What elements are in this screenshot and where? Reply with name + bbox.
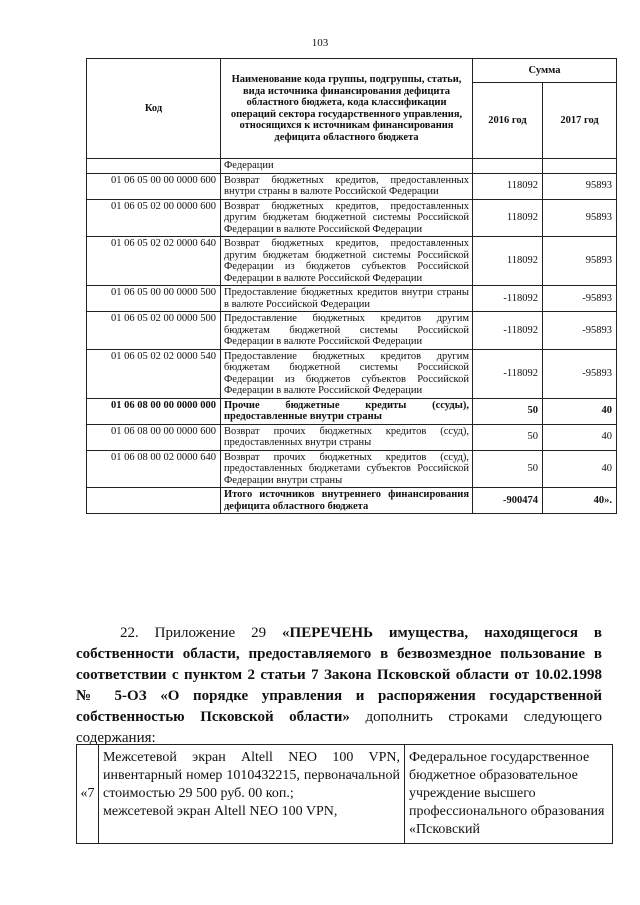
table-row bbox=[87, 398, 617, 424]
row-name: Возврат бюджетных кредитов, предоставленных внутри страны в валюте Российской Федерации bbox=[221, 173, 473, 199]
property-table bbox=[76, 744, 613, 844]
row-value-2017: 40». bbox=[543, 488, 617, 514]
row-name: Возврат бюджетных кредитов, предоставленных другим бюджетам бюджетной системы Российской Федерации в валюте Российской Федерации bbox=[221, 199, 473, 237]
table-row bbox=[87, 349, 617, 398]
row-value-2016: -900474 bbox=[473, 488, 543, 514]
row-value-2017: 40 bbox=[543, 398, 617, 424]
page-number: 103 bbox=[311, 37, 329, 49]
row-name: Предоставление бюджетных кредитов другим бюджетам бюджетной системы Российской Федерации в валюте Российской Федерации bbox=[221, 312, 473, 350]
table-row bbox=[87, 286, 617, 312]
table-row bbox=[87, 488, 617, 514]
row-code bbox=[87, 159, 221, 174]
paragraph-intro: 22. Приложение 29 bbox=[120, 625, 283, 641]
row-name: Федерации bbox=[221, 159, 473, 174]
row-value-2017: -95893 bbox=[543, 312, 617, 350]
table-row bbox=[87, 159, 617, 174]
row-value-2017: 40 bbox=[543, 424, 617, 450]
row-value-2016 bbox=[473, 159, 543, 174]
row-code: 01 06 05 00 00 0000 600 bbox=[87, 173, 221, 199]
row-code: 01 06 08 00 00 0000 600 bbox=[87, 424, 221, 450]
header-name: Наименование кода группы, подгруппы, статьи, вида источника финансирования дефицита областного бюджета, кода классификации операций сектора государственного управления, относящихся к источникам финансирования дефицита областного бюджета bbox=[221, 59, 473, 159]
row-value-2016: 118092 bbox=[473, 199, 543, 237]
paragraph-ending: дополнить строками следующего содержания: bbox=[76, 709, 602, 746]
row-value-2016: 50 bbox=[473, 398, 543, 424]
paragraph-appendix-title: «ПЕРЕЧЕНЬ имущества, находящегося в собственности области, предоставляемого в безвозмездное пользование в соответствии с пунктом 2 статьи 7 Закона Псковской области от 10.02.1998 № 5-ОЗ «О порядке управления и распоряжения государственной собственностью Псковской области» bbox=[76, 625, 602, 725]
table-row bbox=[87, 173, 617, 199]
row-name: Прочие бюджетные кредиты (ссуды), предоставленные внутри страны bbox=[221, 398, 473, 424]
row-value-2017: 95893 bbox=[543, 199, 617, 237]
header-code: Код bbox=[87, 59, 221, 159]
row-value-2017: 95893 bbox=[543, 237, 617, 286]
row-value-2016: -118092 bbox=[473, 312, 543, 350]
row-name: Предоставление бюджетных кредитов другим бюджетам бюджетной системы Российской Федерации из бюджетов субъектов Российской Федерации в валюте Российской Федерации bbox=[221, 349, 473, 398]
row-code: 01 06 08 00 00 0000 000 bbox=[87, 398, 221, 424]
table-row bbox=[87, 312, 617, 350]
table-row bbox=[87, 199, 617, 237]
header-year-2017: 2017 год bbox=[543, 83, 617, 159]
table-row bbox=[87, 424, 617, 450]
row-value-2016: -118092 bbox=[473, 349, 543, 398]
row-code: 01 06 08 00 02 0000 640 bbox=[87, 450, 221, 488]
row-code: 01 06 05 02 00 0000 600 bbox=[87, 199, 221, 237]
row-value-2016: 50 bbox=[473, 424, 543, 450]
row-name: Возврат бюджетных кредитов, предоставленных другим бюджетам бюджетной системы Российской Федерации из бюджетов субъектов Российской Федерации в валюте Российской Федерации bbox=[221, 237, 473, 286]
row-value-2017 bbox=[543, 159, 617, 174]
row-value-2016: 50 bbox=[473, 450, 543, 488]
row-value-2017: 40 bbox=[543, 450, 617, 488]
row-value-2016: 118092 bbox=[473, 173, 543, 199]
row-code: 01 06 05 00 00 0000 500 bbox=[87, 286, 221, 312]
row-value-2017: -95893 bbox=[543, 286, 617, 312]
property-description bbox=[99, 745, 405, 844]
amendment-paragraph bbox=[76, 623, 602, 749]
property-item: межсетевой экран Altell NEO 100 VPN, bbox=[103, 804, 338, 819]
row-code: 01 06 05 02 00 0000 500 bbox=[87, 312, 221, 350]
property-row-number: «7 bbox=[77, 745, 99, 844]
row-code: 01 06 05 02 02 0000 640 bbox=[87, 237, 221, 286]
row-code: 01 06 05 02 02 0000 540 bbox=[87, 349, 221, 398]
table-row bbox=[87, 450, 617, 488]
row-value-2016: 118092 bbox=[473, 237, 543, 286]
table-row bbox=[87, 237, 617, 286]
property-item: Межсетевой экран Altell NEO 100 VPN, инвентарный номер 1010432215, первоначальной стоимостью 29 500 руб. 00 коп.; bbox=[103, 750, 400, 801]
header-year-2016: 2016 год bbox=[473, 83, 543, 159]
row-name: Итого источников внутреннего финансирования дефицита областного бюджета bbox=[221, 488, 473, 514]
row-code bbox=[87, 488, 221, 514]
row-name: Возврат прочих бюджетных кредитов (ссуд), предоставленных внутри страны bbox=[221, 424, 473, 450]
property-recipient: Федеральное государственное бюджетное образовательное учреждение высшего профессионального образования «Псковский bbox=[405, 745, 613, 844]
row-value-2017: -95893 bbox=[543, 349, 617, 398]
budget-table-body bbox=[87, 159, 617, 514]
row-name: Предоставление бюджетных кредитов внутри страны в валюте Российской Федерации bbox=[221, 286, 473, 312]
header-sum: Сумма bbox=[473, 59, 617, 83]
row-value-2016: -118092 bbox=[473, 286, 543, 312]
budget-sources-table bbox=[86, 58, 617, 514]
row-name: Возврат прочих бюджетных кредитов (ссуд), предоставленных бюджетами субъектов Российской Федерации внутри страны bbox=[221, 450, 473, 488]
row-value-2017: 95893 bbox=[543, 173, 617, 199]
